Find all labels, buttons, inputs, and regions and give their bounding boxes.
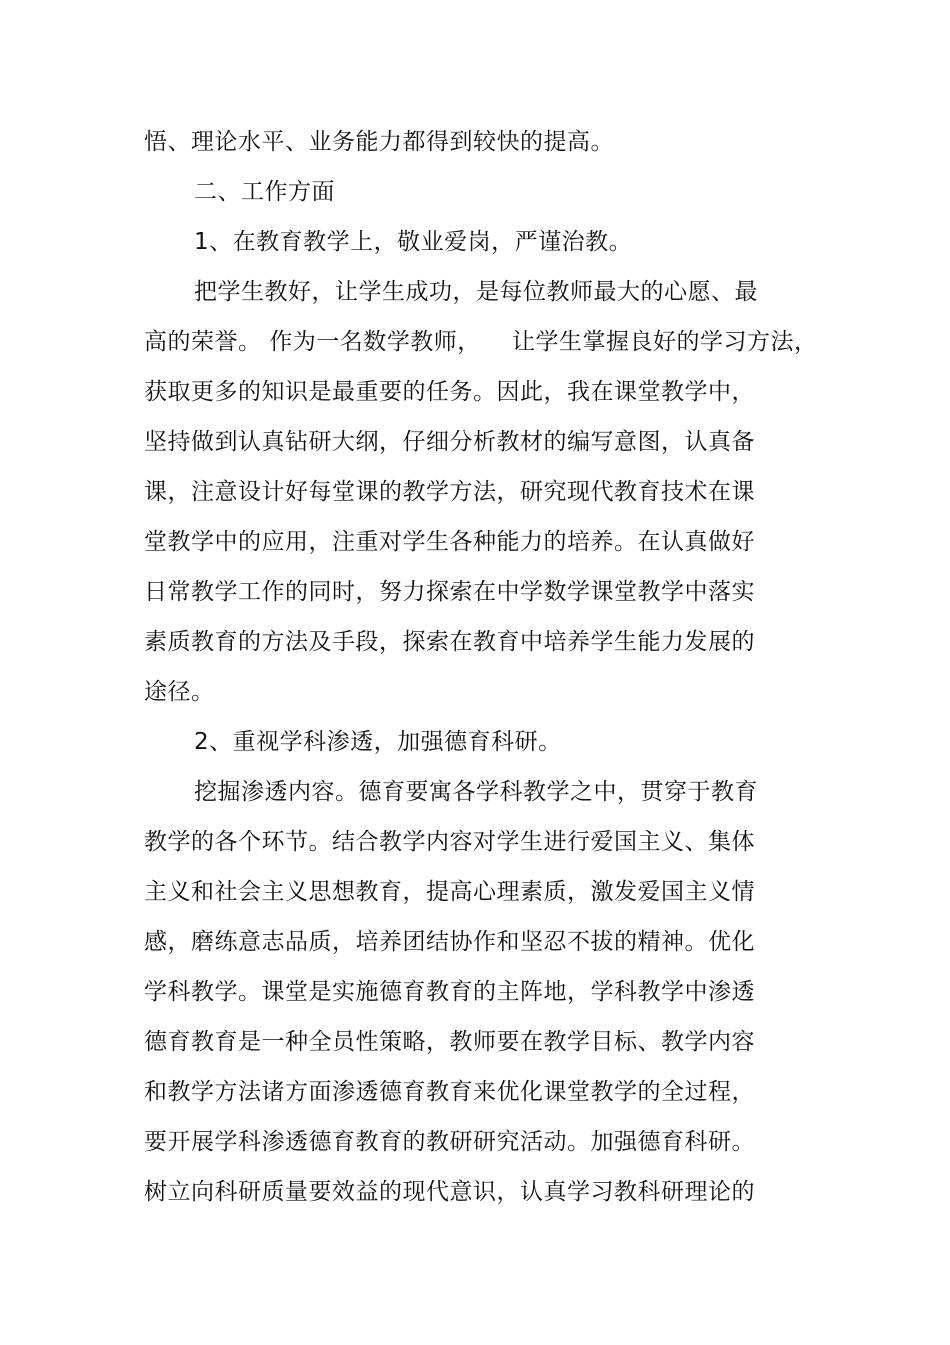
text-line: 高的荣誉。 作为一名数学教师， 让学生掌握良好的学习方法， bbox=[144, 329, 818, 355]
text-line: 德育教育是一种全员性策略，教师要在教学目标、教学内容 bbox=[144, 1029, 755, 1055]
subsection-heading: 1、在教育教学上，敬业爱岗，严谨治教。 bbox=[194, 229, 633, 255]
text-line: 和教学方法诸方面渗透德育教育来优化课堂教学的全过程， bbox=[144, 1079, 755, 1105]
text-line: 教学的各个环节。结合教学内容对学生进行爱国主义、集体 bbox=[144, 829, 755, 855]
text-line: 挖掘渗透内容。德育要寓各学科教学之中，贯穿于教育 bbox=[194, 779, 758, 805]
text-line: 悟、理论水平、业务能力都得到较快的提高。 bbox=[144, 129, 614, 155]
text-line: 主义和社会主义思想教育，提高心理素质，激发爱国主义情 bbox=[144, 879, 755, 905]
text-line: 途径。 bbox=[144, 679, 215, 705]
subsection-heading: 2、重视学科渗透，加强德育科研。 bbox=[194, 729, 562, 755]
section-heading: 二、工作方面 bbox=[194, 179, 335, 205]
text-line: 日常教学工作的同时，努力探索在中学数学课堂教学中落实 bbox=[144, 579, 755, 605]
text-line: 获取更多的知识是最重要的任务。因此，我在课堂教学中， bbox=[144, 379, 755, 405]
text-line: 把学生教好，让学生成功，是每位教师最大的心愿、最 bbox=[194, 279, 758, 305]
text-line: 要开展学科渗透德育教育的教研研究活动。加强德育科研。 bbox=[144, 1129, 755, 1155]
text-line: 素质教育的方法及手段，探索在教育中培养学生能力发展的 bbox=[144, 629, 755, 655]
text-line: 学科教学。课堂是实施德育教育的主阵地，学科教学中渗透 bbox=[144, 979, 755, 1005]
text-line: 堂教学中的应用，注重对学生各种能力的培养。在认真做好 bbox=[144, 529, 755, 555]
text-line: 坚持做到认真钻研大纲，仔细分析教材的编写意图，认真备 bbox=[144, 429, 755, 455]
text-line: 树立向科研质量要效益的现代意识，认真学习教科研理论的 bbox=[144, 1179, 755, 1205]
text-line: 课，注意设计好每堂课的教学方法，研究现代教育技术在课 bbox=[144, 479, 755, 505]
text-line: 感，磨练意志品质，培养团结协作和坚忍不拔的精神。优化 bbox=[144, 929, 755, 955]
